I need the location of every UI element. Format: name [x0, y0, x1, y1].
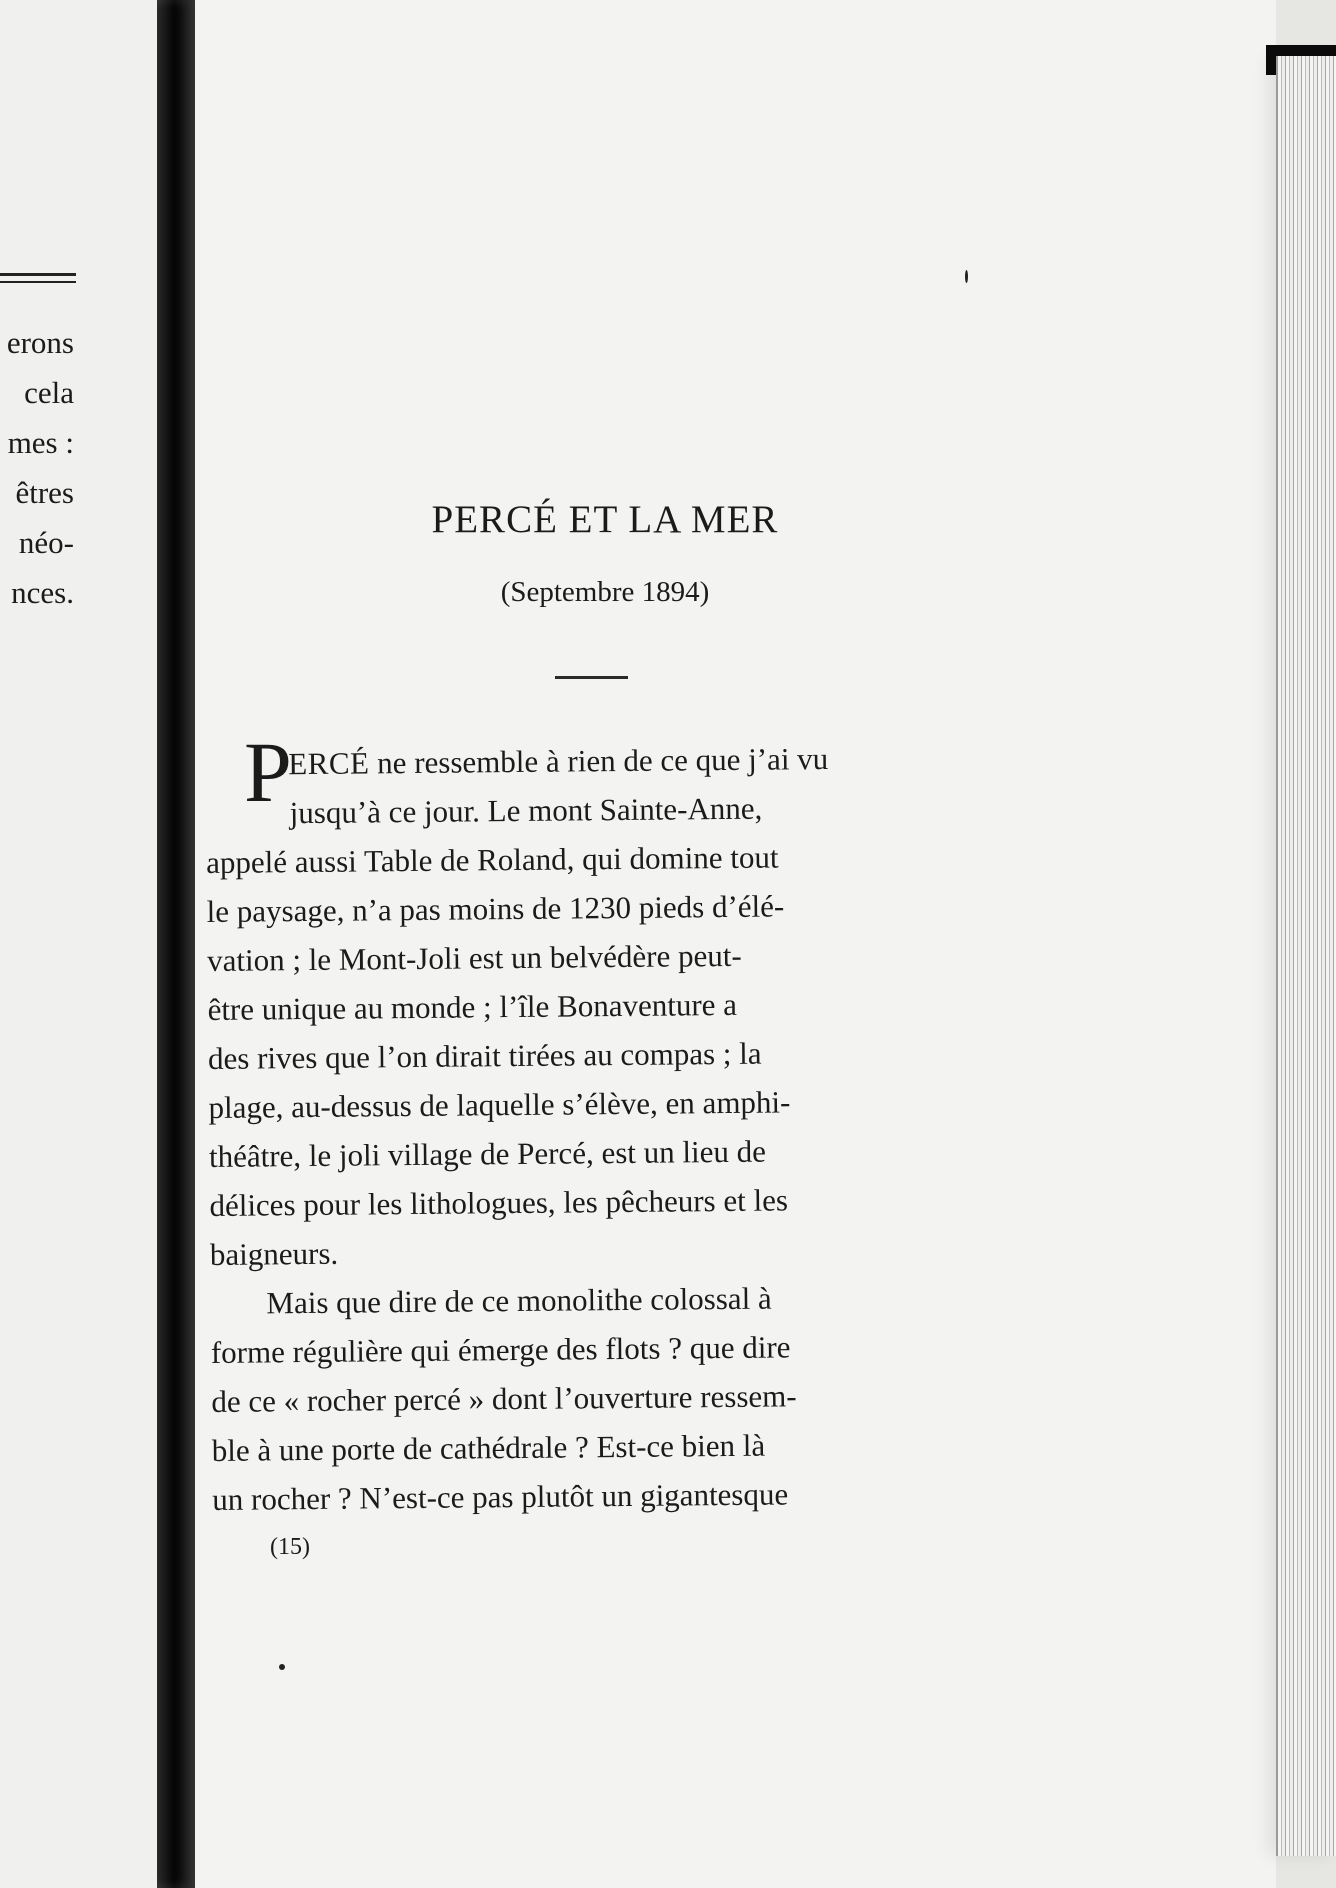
paragraph-2-line: forme régulière qui émerge des flots ? que dire: [210, 1329, 791, 1370]
drop-cap: P: [244, 724, 292, 820]
left-page-line: nces.: [11, 575, 74, 610]
left-page-line: néo-: [18, 525, 74, 560]
paragraph-1-line: baigneurs.: [209, 1235, 339, 1272]
page-number: (15): [270, 1534, 310, 1560]
paragraph-1-line: des rives que l’on dirait tirées au compas ; la: [207, 1035, 762, 1076]
paragraph-2-line: ble à une porte de cathédrale ? Est-ce bien là: [211, 1427, 766, 1468]
page-stack-edge: [1276, 56, 1336, 1856]
chapter-title: PERCÉ ET LA MER: [431, 498, 779, 541]
chapter-subtitle: (Septembre 1894): [500, 576, 710, 608]
paragraph-2-line: un rocher ? N’est-ce pas plutôt un gigantesque: [212, 1476, 789, 1517]
scan-speck: [965, 270, 968, 283]
scan-speck: [279, 1664, 285, 1670]
left-page-line: mes :: [7, 425, 74, 460]
paragraph-1-line: vation ; le Mont-Joli est un belvédère peut-: [206, 937, 742, 978]
opening-line-text: ne ressemble à rien de ce que j’ai vu: [369, 741, 829, 781]
paragraph-2-line: de ce « rocher percé » dont l’ouverture ressem-: [211, 1378, 797, 1419]
paragraph-2-line: Mais que dire de ce monolithe colossal à: [266, 1280, 772, 1321]
left-page: [0, 0, 157, 1888]
paragraph-1-line: plage, au-dessus de laquelle s’élève, en amphi-: [208, 1084, 791, 1125]
title-separator-rule: [555, 676, 628, 679]
left-page-line: erons: [6, 325, 74, 360]
left-page-double-rule: [0, 273, 76, 283]
chapter-body-text: [205, 733, 967, 1524]
opening-small-caps: ERCÉ: [288, 745, 370, 782]
opening-line: [205, 733, 960, 789]
paragraph-1-line: appelé aussi Table de Roland, qui domine tout: [206, 839, 779, 880]
paragraph-1-line: le paysage, n’a pas moins de 1230 pieds d’élé-: [206, 888, 785, 929]
left-page-line: cela: [24, 375, 74, 410]
left-page-line: êtres: [15, 475, 74, 510]
paragraph-1-line: délices pour les lithologues, les pêcheurs et les: [209, 1182, 789, 1223]
book-gutter-shadow: [157, 0, 195, 1888]
paragraph-1-line: théâtre, le joli village de Percé, est un lieu de: [208, 1133, 767, 1174]
paragraph-1-line: jusqu’à ce jour. Le mont Sainte-Anne,: [289, 790, 763, 831]
paragraph-1-line: être unique au monde ; l’île Bonaventure a: [207, 986, 738, 1027]
